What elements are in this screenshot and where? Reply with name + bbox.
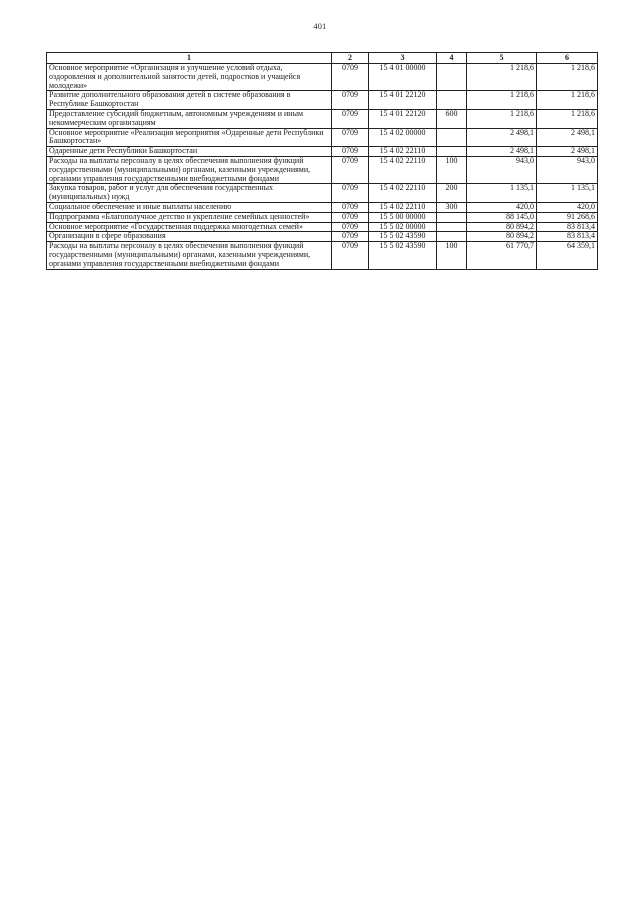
cell-name: Закупка товаров, работ и услуг для обеспечения государственных (муниципальных) нужд [47,184,332,203]
table-row [47,64,598,91]
cell-amount-1: 943,0 [467,156,537,183]
cell-target-code: 15 4 02 22110 [369,202,437,212]
cell-section-code: 0709 [332,184,369,203]
cell-target-code: 15 4 02 00000 [369,128,437,147]
cell-amount-2: 1 218,6 [537,91,598,110]
table-row [47,202,598,212]
cell-expense-type [437,91,467,110]
cell-amount-2: 1 218,6 [537,109,598,128]
cell-target-code: 15 4 02 22110 [369,147,437,157]
cell-section-code: 0709 [332,222,369,232]
cell-name: Основное мероприятие «Организация и улучшение условий отдыха, оздоровления и дополнительной занятости детей, подростков и учащейся молодежи» [47,64,332,91]
cell-name: Основное мероприятие «Реализация мероприятия «Одаренные дети Республики Башкортостан» [47,128,332,147]
page-number: 401 [313,22,327,31]
cell-section-code: 0709 [332,64,369,91]
column-header-3: 3 [369,53,437,64]
cell-target-code: 15 5 02 43590 [369,232,437,242]
cell-expense-type: 100 [437,242,467,269]
cell-expense-type [437,222,467,232]
cell-expense-type [437,212,467,222]
cell-name: Развитие дополнительного образования детей в системе образования в Республике Башкортостан [47,91,332,110]
cell-amount-2: 943,0 [537,156,598,183]
cell-section-code: 0709 [332,109,369,128]
cell-expense-type: 200 [437,184,467,203]
cell-name: Организации в сфере образования [47,232,332,242]
cell-amount-1: 2 498,1 [467,128,537,147]
cell-expense-type: 600 [437,109,467,128]
cell-target-code: 15 4 02 22110 [369,156,437,183]
cell-target-code: 15 5 02 43590 [369,242,437,269]
cell-amount-2: 64 359,1 [537,242,598,269]
cell-expense-type: 100 [437,156,467,183]
column-header-5: 5 [467,53,537,64]
cell-target-code: 15 5 00 00000 [369,212,437,222]
cell-name: Предоставление субсидий бюджетным, автономным учреждениям и иным некоммерческим организациям [47,109,332,128]
column-header-1: 1 [47,53,332,64]
cell-amount-1: 80 894,2 [467,232,537,242]
cell-amount-1: 1 135,1 [467,184,537,203]
cell-target-code: 15 4 01 22120 [369,109,437,128]
cell-amount-2: 420,0 [537,202,598,212]
column-header-4: 4 [437,53,467,64]
cell-section-code: 0709 [332,147,369,157]
cell-amount-1: 2 498,1 [467,147,537,157]
cell-target-code: 15 5 02 00000 [369,222,437,232]
cell-target-code: 15 4 01 22120 [369,91,437,110]
table-row [47,156,598,183]
cell-target-code: 15 4 02 22110 [369,184,437,203]
cell-amount-1: 1 218,6 [467,64,537,91]
cell-name: Подпрограмма «Благополучное детство и укрепление семейных ценностей» [47,212,332,222]
cell-expense-type [437,64,467,91]
cell-amount-2: 2 498,1 [537,147,598,157]
cell-amount-2: 91 268,6 [537,212,598,222]
table-row [47,242,598,269]
cell-amount-2: 2 498,1 [537,128,598,147]
cell-name: Расходы на выплаты персоналу в целях обеспечения выполнения функций государственными (муниципальными) органами, казенными учреждениями, органами управления государственными внебюджетными фондами [47,242,332,269]
cell-amount-1: 1 218,6 [467,109,537,128]
column-header-6: 6 [537,53,598,64]
cell-name: Одаренные дети Республики Башкортостан [47,147,332,157]
cell-name: Расходы на выплаты персоналу в целях обеспечения выполнения функций государственными (муниципальными) органами, казенными учреждениями, органами управления государственными внебюджетными фондами [47,156,332,183]
cell-section-code: 0709 [332,232,369,242]
table-header-row [47,53,598,64]
table-row [47,212,598,222]
cell-name: Основное мероприятие «Государственная поддержка многодетных семей» [47,222,332,232]
cell-section-code: 0709 [332,202,369,212]
cell-amount-2: 1 135,1 [537,184,598,203]
cell-amount-1: 61 770,7 [467,242,537,269]
cell-target-code: 15 4 01 00000 [369,64,437,91]
cell-section-code: 0709 [332,128,369,147]
cell-expense-type [437,128,467,147]
cell-amount-2: 1 218,6 [537,64,598,91]
table-row [47,109,598,128]
cell-amount-2: 83 813,4 [537,232,598,242]
budget-table [46,52,598,270]
cell-name: Социальное обеспечение и иные выплаты населению [47,202,332,212]
cell-expense-type: 300 [437,202,467,212]
table-row [47,128,598,147]
table-body [47,64,598,270]
table-row [47,184,598,203]
cell-amount-1: 1 218,6 [467,91,537,110]
cell-amount-1: 420,0 [467,202,537,212]
cell-expense-type [437,147,467,157]
cell-amount-2: 83 813,4 [537,222,598,232]
table-row [47,91,598,110]
table-row [47,147,598,157]
cell-section-code: 0709 [332,91,369,110]
cell-section-code: 0709 [332,156,369,183]
cell-amount-1: 80 894,2 [467,222,537,232]
cell-section-code: 0709 [332,212,369,222]
cell-amount-1: 88 145,0 [467,212,537,222]
cell-section-code: 0709 [332,242,369,269]
column-header-2: 2 [332,53,369,64]
